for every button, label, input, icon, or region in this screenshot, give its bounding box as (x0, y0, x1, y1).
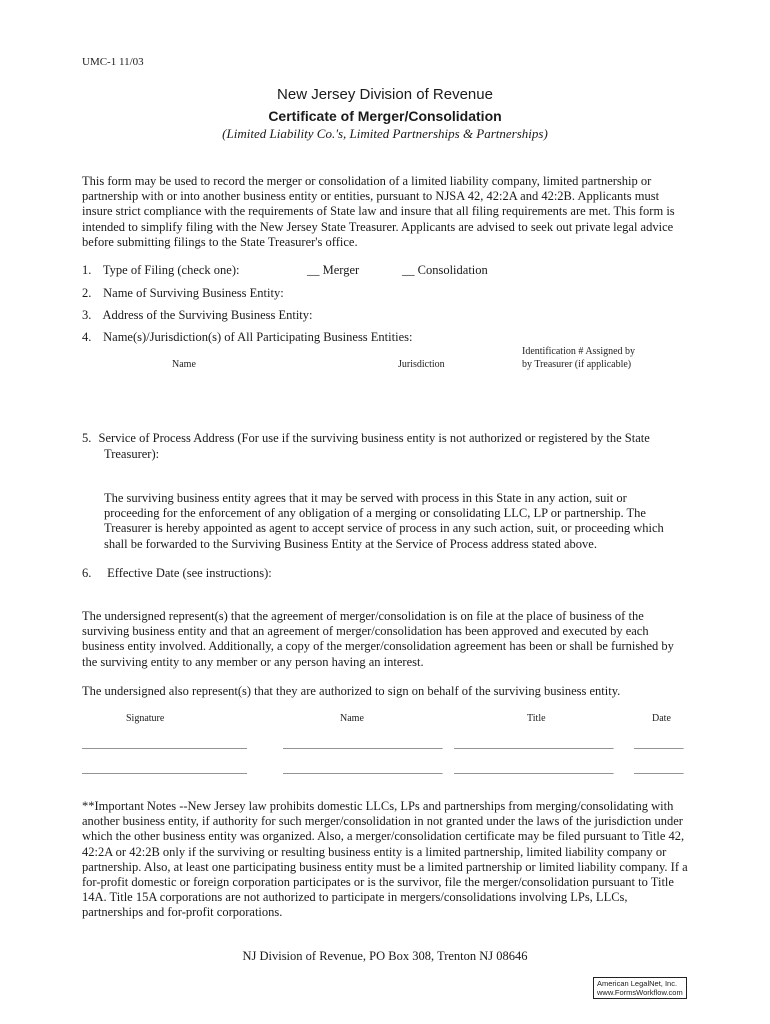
signature-column-header: Signature (126, 713, 165, 724)
consolidation-checkbox[interactable]: __ Consolidation (402, 263, 488, 277)
page-title: Certificate of Merger/Consolidation (268, 108, 502, 124)
item-5-label-line1: Service of Process Address (For use if the surviving business entity is not authorized or registered by the State (98, 431, 650, 445)
title-column-header: Title (527, 713, 546, 724)
column-header-jurisdiction: Jurisdiction (398, 359, 445, 370)
merger-checkbox[interactable]: __ Merger (307, 263, 360, 277)
item-2 (82, 286, 284, 301)
date-line-2[interactable]: _________ (634, 763, 684, 775)
item-5-number: 5. (82, 431, 92, 445)
item-3-label: Address of the Surviving Business Entity: (102, 308, 313, 322)
item-4 (82, 330, 412, 345)
representation-paragraph: The undersigned represent(s) that the agreement of merger/consolidation is on file at the place of business of the surviving business entity and that an agreement of merger/consolidation has been approved and executed by each business entity involved. Additionally, a copy of the merger/consolidation agreement has been or shall be furnished by the surviving entity to any member or any person having an interest. (82, 609, 674, 669)
signature-line-2[interactable]: ______________________________ (82, 763, 247, 775)
intro-paragraph: This form may be used to record the merger or consolidation of a limited liability company, limited partnership or partnership with or into another business entity or entities, pursuant to NJSA 42, 42:2A and 42:2B. Applicants must insure strict compliance with the requirements of State law and insure that all filing requirements are met. This form is intended to simplify filing with the New Jersey State Treasurer. Applicants are advised to seek out private legal advice before submitting filings to the State Treasurer's office. (82, 174, 675, 249)
name-column-header: Name (340, 713, 364, 724)
column-header-id-line1: Identification # Assigned by (522, 346, 636, 357)
item-3-number: 3. (82, 308, 92, 322)
vendor-website: www.FormsWorkflow.com (597, 988, 683, 997)
important-notes: **Important Notes --New Jersey law prohibits domestic LLCs, LPs and partnerships from merging/consolidating with another business entity, if authority for such merger/consolidation in not granted under the laws of the jurisdiction under which the other business entity was organized. Also, a merger/consolidation certificate may be filed pursuant to Title 42, 42:2A or 42:2B only if the surviving or resulting business entity is a limited partnership, limited liability company or partnership. Also, at least one participating business entity must be a limited partnership or limited liability company. If a for-profit domestic or foreign corporation participates or is the survivor, file the merger/consolidation pursuant to Title 14A. Title 15A corporations are not authorized to participate in mergers/consolidations involving LPs, LLCs, partnerships and for-profit corporations. (82, 799, 688, 920)
agency-name: New Jersey Division of Revenue (277, 86, 493, 103)
item-6-number: 6. (82, 566, 92, 580)
item-5-label-line2: Treasurer): (104, 447, 160, 461)
name-line-2[interactable]: _____________________________ (283, 763, 443, 775)
footer-address: NJ Division of Revenue, PO Box 308, Trenton NJ 08646 (242, 949, 528, 963)
service-of-process-paragraph: The surviving business entity agrees that it may be served with process in this State in any action, suit or proceeding for the enforcement of any obligation of a merging or consolidating LLC, LP or partnership. The Treasurer is hereby appointed as agent to accept service of process in any such action, suit, or proceeding which shall be forwarded to the Surviving Business Entity at the Service of Process address stated above. (104, 491, 664, 551)
date-column-header: Date (652, 713, 671, 724)
item-6 (82, 566, 272, 581)
item-3 (82, 308, 313, 323)
item-2-label: Name of Surviving Business Entity: (103, 286, 284, 300)
form-code: UMC-1 11/03 (82, 56, 144, 68)
column-header-name: Name (172, 359, 196, 370)
authorization-statement: The undersigned also represent(s) that they are authorized to sign on behalf of the surviving business entity. (82, 684, 621, 698)
item-6-label: Effective Date (see instructions): (107, 566, 272, 580)
name-line-1[interactable]: _____________________________ (283, 738, 443, 750)
item-4-number: 4. (82, 330, 92, 344)
signature-line-1[interactable]: ______________________________ (82, 738, 247, 750)
column-header-id-line2: by Treasurer (if applicable) (522, 359, 632, 370)
item-1-label: Type of Filing (check one): (102, 263, 240, 277)
item-2-number: 2. (82, 286, 92, 300)
page-subtitle: (Limited Liability Co.'s, Limited Partnerships & Partnerships) (222, 126, 548, 141)
title-line-2[interactable]: _____________________________ (454, 763, 614, 775)
item-1-number: 1. (82, 263, 92, 277)
vendor-box (593, 977, 687, 999)
date-line-1[interactable]: _________ (634, 738, 684, 750)
item-1 (82, 263, 240, 278)
item-5 (82, 431, 650, 446)
title-line-1[interactable]: _____________________________ (454, 738, 614, 750)
item-4-label: Name(s)/Jurisdiction(s) of All Participating Business Entities: (103, 330, 413, 344)
vendor-name: American LegalNet, Inc. (597, 979, 678, 988)
